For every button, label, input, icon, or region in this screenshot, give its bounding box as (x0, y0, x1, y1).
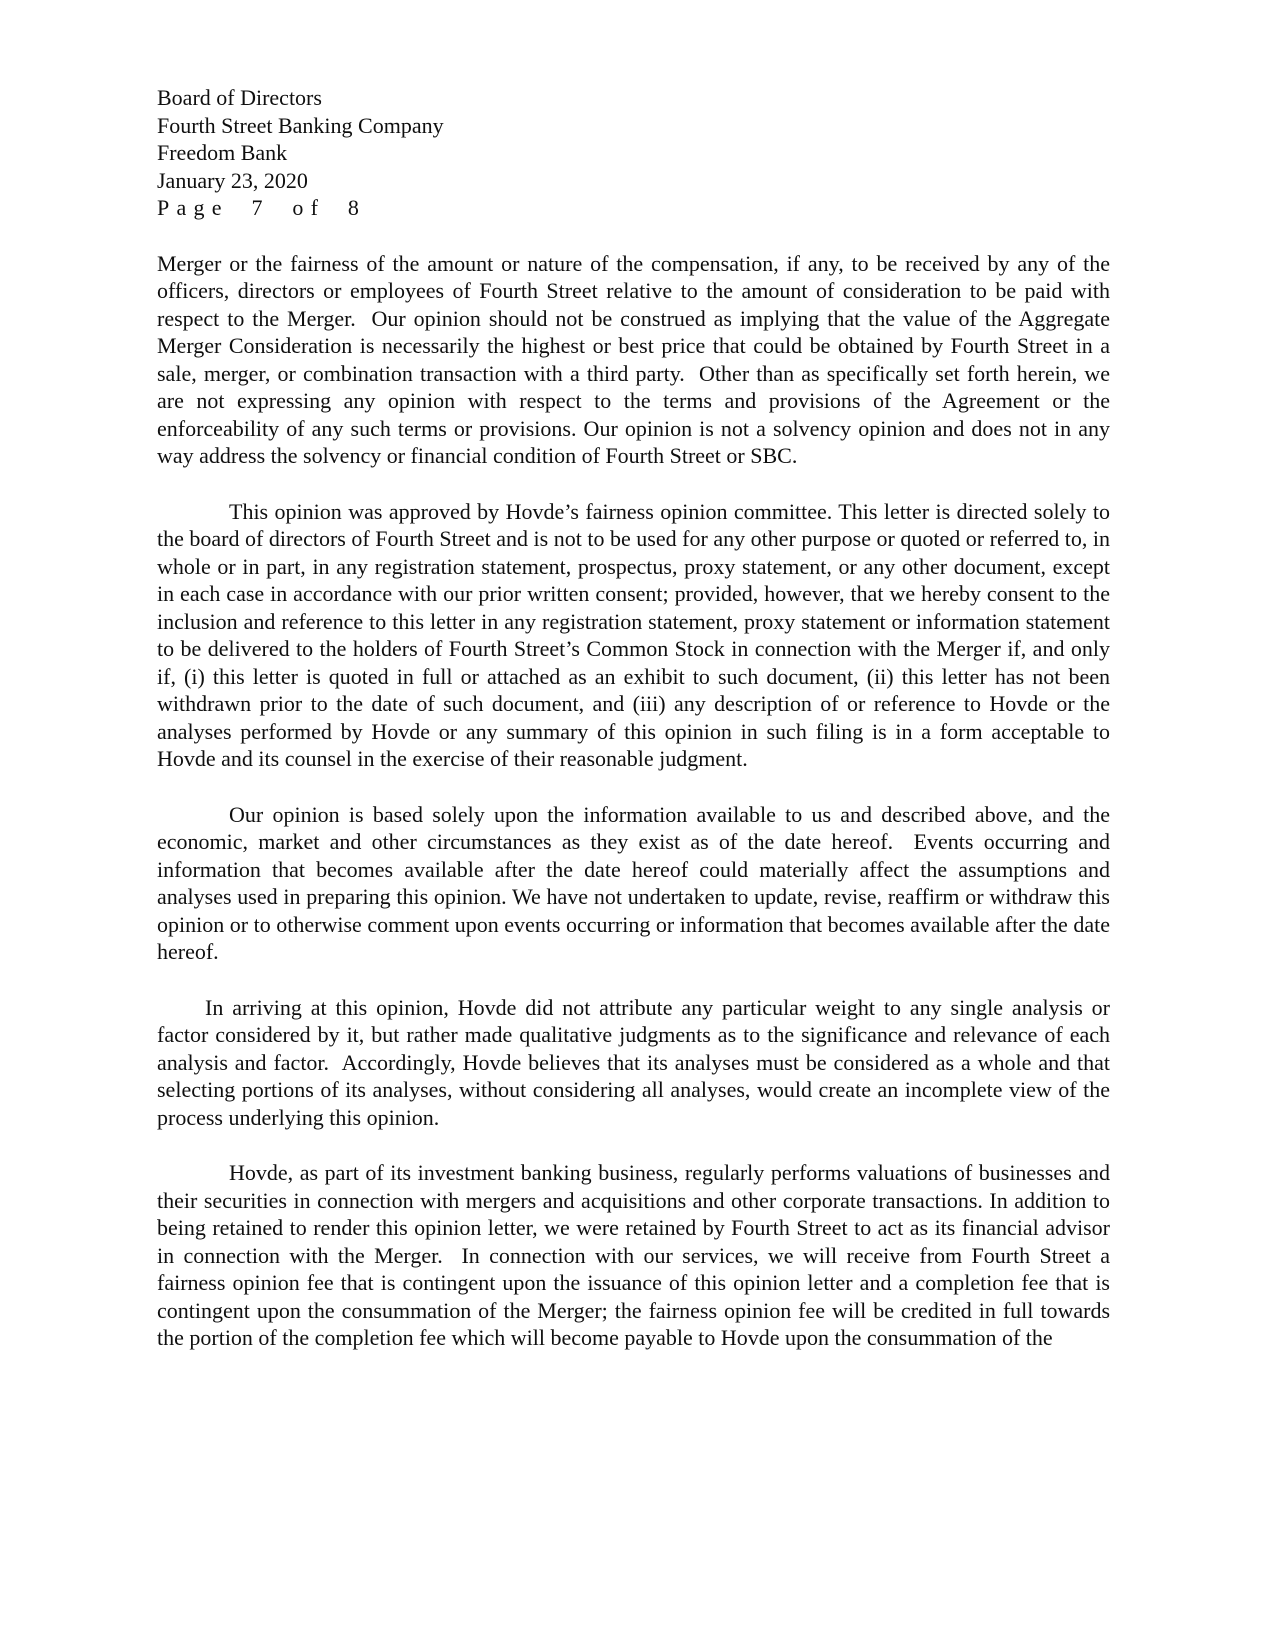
letter-content (157, 84, 1110, 1352)
paragraph-fees-disclosure: Hovde, as part of its investment banking business, regularly performs valuations of businesses and their securities in connection with mergers and acquisitions and other corporate transactions. In addition to being retained to render this opinion letter, we were retained by Fourth Street to act as its financial advisor in connection with the Merger. In connection with our services, we will receive from Fourth Street a fairness opinion fee that is contingent upon the issuance of this opinion letter and a completion fee that is contingent upon the consummation of the Merger; the fairness opinion fee will be credited in full towards the portion of the completion fee which will become payable to Hovde upon the consummation of the (157, 1160, 1110, 1350)
paragraph-opinion-basis: Our opinion is based solely upon the information available to us and described above, and the economic, market and other circumstances as they exist as of the date hereof. Events occurring and information that becomes available after the date hereof could materially affect the assumptions and analyses used in preparing this opinion. We have not undertaken to update, revise, reaffirm or withdraw this opinion or to otherwise comment upon events occurring or information that becomes available after the date hereof. (157, 801, 1110, 964)
header-bank: Freedom Bank (157, 140, 288, 165)
paragraph-merger-fairness: Merger or the fairness of the amount or nature of the compensation, if any, to be received by any of the officers, directors or employees of Fourth Street relative to the amount of consideration to be paid with respect to the Merger. Our opinion should not be construed as implying that the value of the Aggregate Merger Consideration is necessarily the highest or best price that could be obtained by Fourth Street in a sale, merger, or combination transaction with a third party. Other than as specifically set forth herein, we are not expressing any opinion with respect to the terms and provisions of the Agreement or the enforceability of any such terms or provisions. Our opinion is not a solvency opinion and does not in any way address the solvency or financial condition of Fourth Street or SBC. (157, 250, 1110, 468)
header-company: Fourth Street Banking Company (157, 112, 444, 138)
paragraph-opinion-approval: This opinion was approved by Hovde’s fairness opinion committee. This letter is directed solely to the board of directors of Fourth Street and is not to be used for any other purpose or quoted or referred to, in whole or in part, in any registration statement, prospectus, proxy statement, or any other document, except in each case in accordance with our prior written consent; provided, however, that we hereby consent to the inclusion and reference to this letter in any registration statement, proxy statement or information statement to be delivered to the holders of Fourth Street’s Common Stock in connection with the Merger if, and only if, (i) this letter is quoted in full or attached as an exhibit to such document, (ii) this letter has not been withdrawn prior to the date of such document, and (iii) any description of or reference to Hovde or the analyses performed by Hovde or any summary of this opinion in such filing is in a form acceptable to Hovde and its counsel in the exercise of their reasonable judgment. (157, 498, 1110, 771)
paragraph-analysis-weighting: In arriving at this opinion, Hovde did not attribute any particular weight to any single analysis or factor considered by it, but rather made qualitative judgments as to the significance and relevance of each analysis and factor. Accordingly, Hovde believes that its analyses must be considered as a whole and that selecting portions of its analyses, without considering all analyses, would create an incomplete view of the process underlying this opinion. (157, 994, 1110, 1130)
page-indicator: Page 7 of 8 (157, 195, 367, 220)
header-recipient: Board of Directors (157, 85, 322, 110)
letter-header (157, 84, 1110, 222)
header-date: January 23, 2020 (157, 167, 308, 193)
